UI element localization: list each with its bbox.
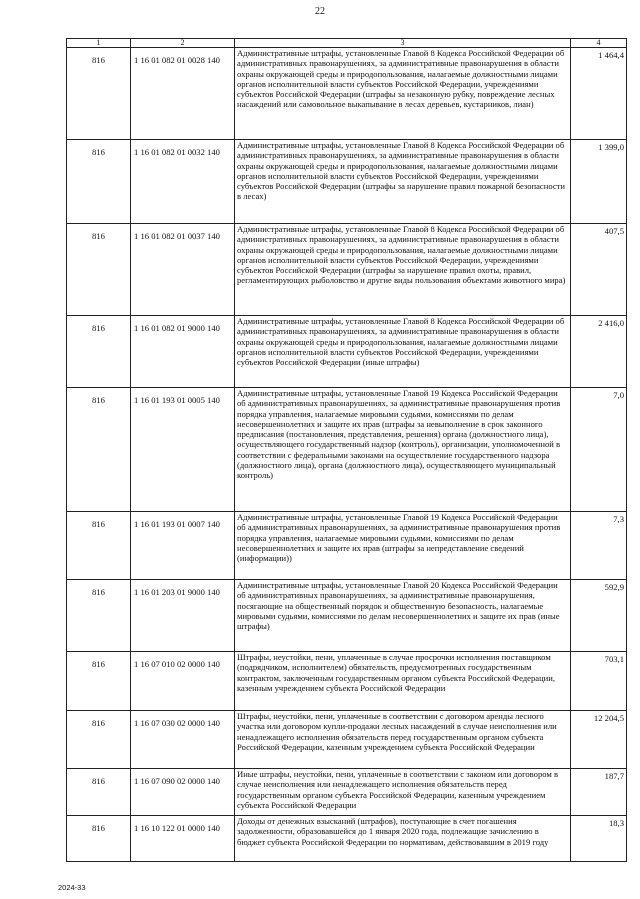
- description-cell: Административные штрафы, установленные Главой 8 Кодекса Российской Федерации об административных правонарушениях, за административные правонарушения в области охраны окружающей среды и природопользования, налагаемые должностными лицами органов исполнительной власти субъектов Российской Федерации, учреждениями субъектов Российской Федерации (штрафы за незаконную рубку, повреждение лесных насаждений или самовольное выкапывание в лесах деревьев, кустарников, лиан): [235, 48, 571, 140]
- amount-cell: 1 399,0: [571, 140, 627, 224]
- table-row: [67, 140, 627, 224]
- budget-code-cell: 1 16 07 090 02 0000 140: [131, 769, 235, 816]
- table-row: [67, 48, 627, 140]
- table-row: [67, 580, 627, 652]
- admin-code-cell: 816: [67, 224, 131, 316]
- table-row: [67, 769, 627, 816]
- table-row: [67, 388, 627, 512]
- amount-cell: 592,9: [571, 580, 627, 652]
- amount-cell: 407,5: [571, 224, 627, 316]
- admin-code-cell: 816: [67, 512, 131, 580]
- budget-code-cell: 1 16 01 193 01 0005 140: [131, 388, 235, 512]
- column-header-2: 2: [131, 39, 235, 48]
- admin-code-cell: 816: [67, 652, 131, 711]
- table-body: [67, 48, 627, 862]
- budget-code-cell: 1 16 01 203 01 9000 140: [131, 580, 235, 652]
- table-header: [67, 39, 627, 48]
- admin-code-cell: 816: [67, 580, 131, 652]
- budget-code-cell: 1 16 07 010 02 0000 140: [131, 652, 235, 711]
- admin-code-cell: 816: [67, 316, 131, 388]
- description-cell: Административные штрафы, установленные Главой 8 Кодекса Российской Федерации об административных правонарушениях, за административные правонарушения в области охраны окружающей среды и природопользования, налагаемые должностными лицами органов исполнительной власти субъектов Российской Федерации, учреждениями субъектов Российской Федерации (штрафы за нарушение правил пожарной безопасности в лесах): [235, 140, 571, 224]
- column-header-3: 3: [235, 39, 571, 48]
- description-cell: Административные штрафы, установленные Главой 8 Кодекса Российской Федерации об административных правонарушениях, за административные правонарушения в области охраны окружающей среды и природопользования, налагаемые должностными лицами органов исполнительной власти субъектов Российской Федерации, учреждениями субъектов Российской Федерации (штрафы за нарушение правил охоты, правил, регламентирующих рыболовство и другие виды пользования объектами животного мира): [235, 224, 571, 316]
- amount-cell: 1 464,4: [571, 48, 627, 140]
- admin-code-cell: 816: [67, 388, 131, 512]
- description-cell: Административные штрафы, установленные Главой 19 Кодекса Российской Федерации об административных правонарушениях, за административные правонарушения против порядка управления, налагаемые мировыми судьями, комиссиями по делам несовершеннолетних и защите их прав (штрафы за непредставление сведений (информации)): [235, 512, 571, 580]
- description-cell: Доходы от денежных взысканий (штрафов), поступающие в счет погашения задолженности, образовавшейся до 1 января 2020 года, подлежащие зачислению в бюджет субъекта Российской Федерации по нормативам, действовавшим в 2019 году: [235, 816, 571, 862]
- description-cell: Административные штрафы, установленные Главой 20 Кодекса Российской Федерации об административных правонарушениях, за административные правонарушения, посягающие на общественный порядок и общественную безопасность, налагаемые мировыми судьями, комиссиями по делам несовершеннолетних и защите их прав (иные штрафы): [235, 580, 571, 652]
- document-footer-code: 2024-33: [58, 883, 86, 892]
- description-cell: Административные штрафы, установленные Главой 8 Кодекса Российской Федерации об административных правонарушениях, за административные правонарушения в области охраны окружающей среды и природопользования, налагаемые должностными лицами органов исполнительной власти субъектов Российской Федерации, учреждениями субъектов Российской Федерации (иные штрафы): [235, 316, 571, 388]
- table-row: [67, 316, 627, 388]
- amount-cell: 2 416,0: [571, 316, 627, 388]
- amount-cell: 12 204,5: [571, 711, 627, 769]
- admin-code-cell: 816: [67, 816, 131, 862]
- admin-code-cell: 816: [67, 769, 131, 816]
- budget-code-cell: 1 16 01 193 01 0007 140: [131, 512, 235, 580]
- budget-code-cell: 1 16 07 030 02 0000 140: [131, 711, 235, 769]
- table-row: [67, 711, 627, 769]
- header-row: [67, 39, 627, 48]
- budget-code-cell: 1 16 10 122 01 0000 140: [131, 816, 235, 862]
- budget-code-cell: 1 16 01 082 01 0028 140: [131, 48, 235, 140]
- admin-code-cell: 816: [67, 48, 131, 140]
- page-number: 22: [315, 6, 325, 17]
- revenue-table: [66, 38, 627, 862]
- budget-code-cell: 1 16 01 082 01 0032 140: [131, 140, 235, 224]
- description-cell: Иные штрафы, неустойки, пени, уплаченные в соответствии с законом или договором в случае неисполнения или ненадлежащего исполнения обязательств перед государственным органом субъекта Российской Федерации, казенным учреждением субъекта Российской Федерации: [235, 769, 571, 816]
- admin-code-cell: 816: [67, 711, 131, 769]
- budget-code-cell: 1 16 01 082 01 0037 140: [131, 224, 235, 316]
- column-header-1: 1: [67, 39, 131, 48]
- amount-cell: 7,3: [571, 512, 627, 580]
- table-row: [67, 816, 627, 862]
- admin-code-cell: 816: [67, 140, 131, 224]
- amount-cell: 7,0: [571, 388, 627, 512]
- amount-cell: 18,3: [571, 816, 627, 862]
- amount-cell: 703,1: [571, 652, 627, 711]
- table-row: [67, 224, 627, 316]
- amount-cell: 187,7: [571, 769, 627, 816]
- table-row: [67, 512, 627, 580]
- description-cell: Штрафы, неустойки, пени, уплаченные в случае просрочки исполнения поставщиком (подрядчиком, исполнителем) обязательств, предусмотренных государственным контрактом, заключенным государственным органом субъекта Российской Федерации, казенным учреждением субъекта Российской Федерации: [235, 652, 571, 711]
- description-cell: Административные штрафы, установленные Главой 19 Кодекса Российской Федерации об административных правонарушениях, за административные правонарушения против порядка управления, налагаемые мировыми судьями, комиссиями по делам несовершеннолетних и защите их прав (штрафы за невыполнение в срок законного предписания (постановления, представления, решения) органа (должностного лица), осуществляющего государственный надзор (контроль), организации, уполномоченной в соответствии с федеральными законами на осуществление государственного надзора (должностного лица), органа (должностного лица), осуществляющего муниципальный контроль): [235, 388, 571, 512]
- column-header-4: 4: [571, 39, 627, 48]
- budget-code-cell: 1 16 01 082 01 9000 140: [131, 316, 235, 388]
- table-row: [67, 652, 627, 711]
- description-cell: Штрафы, неустойки, пени, уплаченные в соответствии с договором аренды лесного участка или договором купли-продажи лесных насаждений в случае неисполнения или ненадлежащего исполнения обязательств перед государственным органом субъекта Российской Федерации, казенным учреждением субъекта Российской Федерации: [235, 711, 571, 769]
